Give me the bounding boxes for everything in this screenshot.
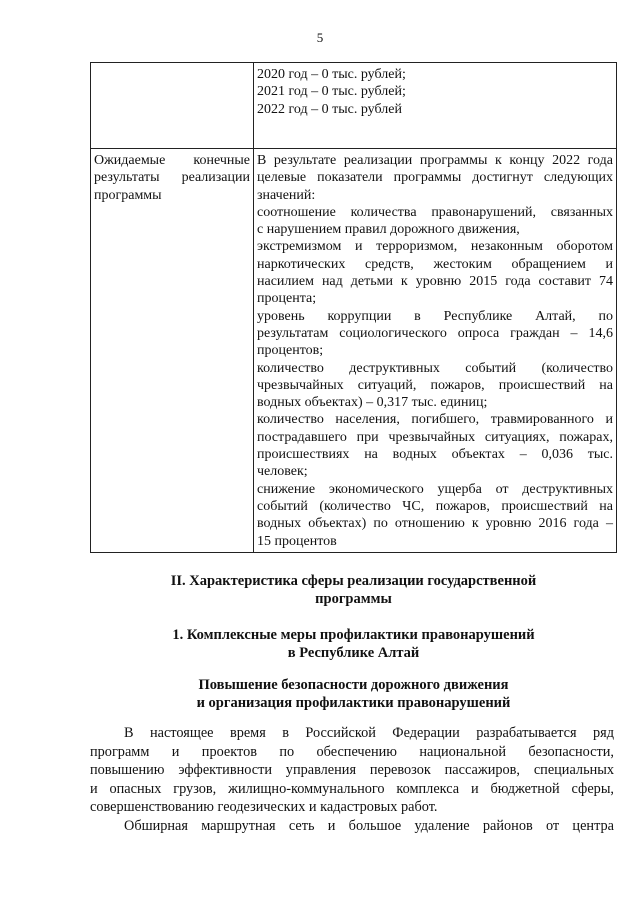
expected-results-label: Ожидаемые конечные результаты реализации программы: [94, 153, 250, 203]
result-line: наркотических средств, жестоким обращением и: [257, 256, 613, 272]
page-number: 5: [316, 30, 324, 45]
funding-line: 2020 год – 0 тыс. рублей;: [257, 67, 406, 82]
paragraph-line: программ и проектов по обеспечению национальной безопасности,: [90, 743, 614, 760]
result-line: снижение экономического ущерба от деструктивных: [257, 481, 613, 497]
subsection-heading: [90, 626, 617, 662]
result-line: событий (количество ЧС, пожаров, происшествий на: [257, 498, 613, 514]
result-line: количество населения, погибшего, травмированного и: [257, 412, 613, 428]
result-line: результатам социологического опроса граждан – 14,6: [257, 325, 613, 341]
result-line: экстремизмом и терроризмом, незаконным оборотом: [257, 239, 613, 255]
section-heading: [90, 572, 617, 608]
result-line: водных объектах) – 0,317 тыс. единиц;: [257, 395, 488, 411]
table-row: [91, 63, 617, 149]
paragraph-line: Обширная маршрутная сеть и большое удаление районов от центра: [124, 817, 614, 834]
result-line: насилием над детьми к уровню 2015 года составит 74: [257, 274, 613, 290]
sub-subsection-heading: [90, 676, 617, 712]
result-line: В результате реализации программы к концу 2022 года: [257, 153, 613, 168]
result-line: процента;: [257, 291, 317, 307]
table-cell-label: [91, 149, 254, 553]
heading-line: 1. Комплексные меры профилактики правонарушений: [172, 627, 535, 643]
table-cell-value: [254, 149, 617, 553]
funding-line: 2022 год – 0 тыс. рублей: [257, 101, 402, 117]
program-passport-table: [90, 62, 617, 553]
result-line: водных объектах) по отношению к уровню 2016 года –: [257, 516, 613, 532]
paragraph-line: повышению эффективности управления перевозок пассажиров, специальных: [90, 762, 614, 778]
paragraph-line: и опасных грузов, жилищно-коммунального комплекса и бюджетной сферы,: [90, 780, 614, 797]
result-line: человек;: [257, 464, 308, 480]
result-line: значений:: [257, 187, 316, 203]
table-row: [91, 149, 617, 553]
result-line: с нарушением правил дорожного движения,: [257, 222, 520, 238]
result-line: количество деструктивных событий (количество: [257, 360, 613, 376]
result-line: 15 процентов: [257, 533, 337, 549]
table-cell-label: [91, 63, 254, 149]
heading-line: и организация профилактики правонарушений: [196, 695, 511, 711]
result-line: пострадавшего при чрезвычайных ситуациях, пожарах,: [257, 429, 613, 445]
result-line: происшествиях на водных объектах – 0,036 тыс.: [257, 447, 613, 463]
result-line: процентов;: [257, 343, 324, 359]
result-line: уровень коррупции в Республике Алтай, по: [257, 308, 613, 324]
heading-line: II. Характеристика сферы реализации государственной: [170, 573, 537, 589]
heading-line: Повышение безопасности дорожного движения: [198, 677, 509, 693]
heading-line: программы: [315, 591, 392, 607]
heading-line: в Республике Алтай: [287, 645, 420, 661]
paragraph-line: В настоящее время в Российской Федерации разрабатывается ряд: [124, 725, 614, 741]
table-cell-value: [254, 63, 617, 149]
funding-line: 2021 год – 0 тыс. рублей;: [257, 84, 406, 100]
body-paragraphs: [90, 724, 614, 835]
result-line: целевые показатели программы достигнут следующих: [257, 170, 613, 186]
paragraph-line: совершенствованию геодезических и кадастровых работ.: [90, 799, 438, 815]
result-line: соотношение количества правонарушений, связанных: [257, 204, 613, 220]
result-line: чрезвычайных ситуаций, пожаров, происшествий на: [257, 377, 613, 393]
